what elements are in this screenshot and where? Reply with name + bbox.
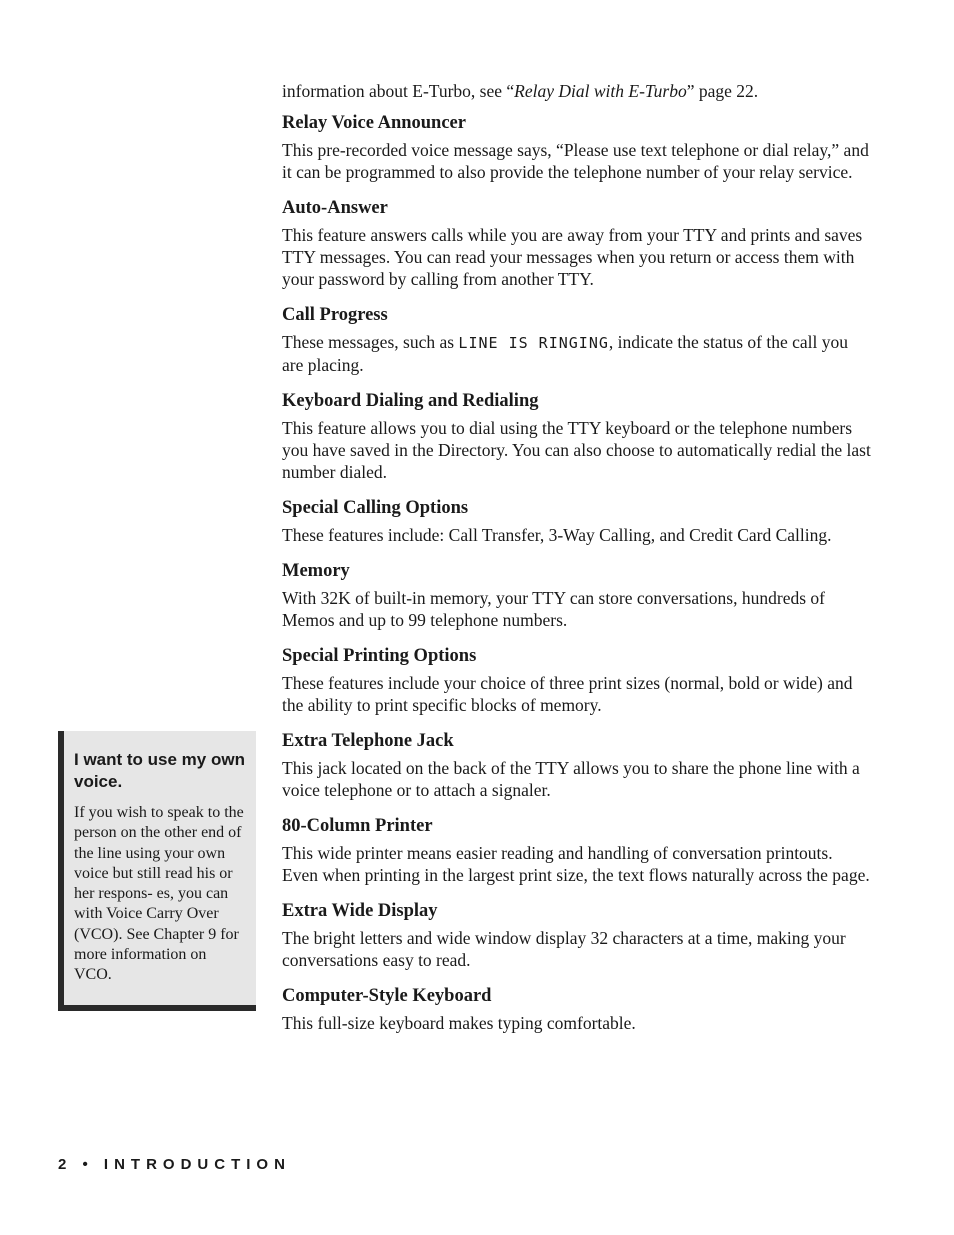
section-body: This feature answers calls while you are away from your TTY and prints and saves TTY messages. You can read your messages when you return or access them with your password by calling from another TTY. [282, 225, 863, 289]
section-heading: Keyboard Dialing and Redialing [282, 391, 539, 411]
display-message-sample: LINE IS RINGING [458, 334, 609, 352]
main-content [282, 80, 872, 1048]
section-computer-style-keyboard [282, 985, 872, 1034]
section-body-text-end: , indicate the status of the call you are placing. [282, 332, 848, 375]
section-call-progress [282, 304, 872, 376]
intro-paragraph [282, 80, 872, 102]
intro-text-end: ” page 22. [686, 81, 759, 101]
sidebar-body: If you wish to speak to the person on the other end of the line using your own voice but still read his or her respons- es, you can with Voice Carry Over (VCO). See Chapter 9 for more information on VCO. [74, 804, 244, 984]
section-body: This full-size keyboard makes typing comfortable. [282, 1013, 636, 1033]
section-heading: Extra Wide Display [282, 901, 438, 921]
section-body-text: These messages, such as [282, 332, 459, 352]
section-extra-telephone-jack [282, 730, 872, 801]
section-memory [282, 560, 872, 631]
section-heading: 80-Column Printer [282, 816, 433, 836]
intro-text: information about E-Turbo, see “ [282, 81, 515, 101]
page-footer: 2 • INTRODUCTION [58, 1156, 291, 1173]
section-heading: Special Printing Options [282, 646, 477, 666]
section-heading: Relay Voice Announcer [282, 113, 466, 133]
sidebar-title: I want to use my own voice. [74, 750, 245, 791]
section-heading: Computer-Style Keyboard [282, 986, 492, 1006]
section-special-printing-options [282, 645, 872, 716]
section-body: This jack located on the back of the TTY allows you to share the phone line with a voice telephone or to attach a signaler. [282, 758, 860, 800]
section-body: These features include: Call Transfer, 3-Way Calling, and Credit Card Calling. [282, 525, 832, 545]
section-auto-answer [282, 197, 872, 290]
section-keyboard-dialing [282, 390, 872, 483]
section-body: This pre-recorded voice message says, “Please use text telephone or dial relay,” and it can be programmed to also provide the telephone number of your relay service. [282, 140, 869, 182]
section-relay-voice-announcer [282, 112, 872, 183]
section-body: This feature allows you to dial using the TTY keyboard or the telephone numbers you have saved in the Directory. You can also choose to automatically redial the last number dialed. [282, 418, 871, 482]
section-body: With 32K of built-in memory, your TTY can store conversations, hundreds of Memos and up to 99 telephone numbers. [282, 588, 825, 630]
section-body [282, 331, 872, 376]
section-body: These features include your choice of three print sizes (normal, bold or wide) and the ability to print specific blocks of memory. [282, 673, 853, 715]
section-body: This wide printer means easier reading and handling of conversation printouts. Even when printing in the largest print size, the text flows naturally across the page. [282, 843, 870, 885]
section-extra-wide-display [282, 900, 872, 971]
section-special-calling-options [282, 497, 872, 546]
section-heading: Memory [282, 561, 350, 581]
section-heading: Auto-Answer [282, 198, 388, 218]
section-body: The bright letters and wide window display 32 characters at a time, making your conversations easy to read. [282, 928, 846, 970]
section-heading: Extra Telephone Jack [282, 731, 454, 751]
sidebar-tip-box [58, 731, 256, 1011]
section-80-column-printer [282, 815, 872, 886]
section-heading: Special Calling Options [282, 498, 469, 518]
intro-reference-link-text: Relay Dial with E-Turbo [514, 81, 687, 101]
section-heading: Call Progress [282, 305, 388, 325]
